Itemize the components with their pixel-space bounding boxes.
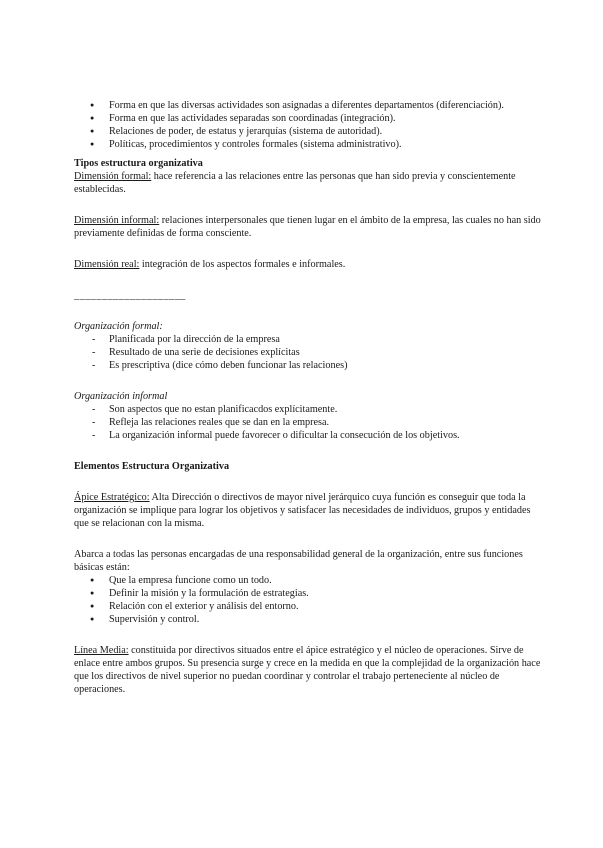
subheading-org-formal: Organización formal:	[74, 321, 163, 332]
subheading-org-informal: Organización informal	[74, 391, 168, 402]
list-item: ● Relación con el exterior y análisis del entorno.	[74, 600, 544, 613]
separator-line: ____________________	[74, 290, 186, 301]
document-body	[74, 99, 544, 696]
paragraph-dimension-formal: Dimensión formal: hace referencia a las relaciones entre las personas que han sido previa y conscientemente establecidas.	[74, 171, 516, 195]
paragraph-dimension-real: Dimensión real: integración de los aspectos formales e informales.	[74, 259, 346, 270]
list-item: - Son aspectos que no estan planificacdos explícitamente.	[74, 403, 544, 416]
list-item: - Es prescriptiva (dice cómo deben funcionar las relaciones)	[74, 359, 544, 372]
list-item: - Planificada por la dirección de la empresa	[74, 333, 544, 346]
paragraph-apice-estrategico: Ápice Estratégico: Alta Dirección o directivos de mayor nivel jerárquico cuya función es conseguir que toda la organización se implique para lograr los objetivos y satisfacer las necesidades de individuos, grupos y entidades que se relacionan con la misma.	[74, 492, 531, 529]
list-item: - Refleja las relaciones reales que se dan en la empresa.	[74, 416, 544, 429]
list-item: ● Definir la misión y la formulación de estrategias.	[74, 587, 544, 600]
org-formal-list	[74, 333, 544, 372]
term-linea-media: Línea Media:	[74, 645, 129, 656]
org-informal-list	[74, 403, 544, 442]
list-item: ● Supervisión y control.	[74, 613, 544, 626]
paragraph-linea-media: Línea Media: constituida por directivos situados entre el ápice estratégico y el núcleo de operaciones. Sirve de enlace entre ambos grupos. Su presencia surge y crece en la medida en que la complejidad de la organización hace que los directivos de nivel superior no puedan coordinar y controlar el trabajo perteneciente al núcleo de operaciones.	[74, 645, 541, 695]
term-dimension-informal: Dimensión informal:	[74, 215, 160, 226]
paragraph-dimension-informal: Dimensión informal: relaciones interpersonales que tienen lugar en el ámbito de la empresa, las cuales no han sido previamente definidas de forma consciente.	[74, 215, 541, 239]
funciones-bullet-list	[74, 574, 544, 626]
list-item: ● Políticas, procedimientos y controles formales (sistema administrativo).	[74, 138, 544, 151]
list-item: ● Relaciones de poder, de estatus y jerarquías (sistema de autoridad).	[74, 125, 544, 138]
section-heading-elementos: Elementos Estructura Organizativa	[74, 461, 230, 472]
term-dimension-real: Dimensión real:	[74, 259, 140, 270]
section-heading-tipos: Tipos estructura organizativa	[74, 158, 203, 169]
list-item: ● Forma en que las actividades separadas son coordinadas (integración).	[74, 112, 544, 125]
list-item: - La organización informal puede favorecer o dificultar la consecución de los objetivos.	[74, 429, 544, 442]
term-apice-estrategico: Ápice Estratégico:	[74, 492, 150, 503]
list-item: ● Que la empresa funcione como un todo.	[74, 574, 544, 587]
term-dimension-formal: Dimensión formal:	[74, 171, 152, 182]
paragraph-abarca: Abarca a todas las personas encargadas de una responsabilidad general de la organización, entre sus funciones básicas están:	[74, 549, 523, 573]
intro-bullet-list	[74, 99, 544, 151]
list-item: ● Forma en que las diversas actividades son asignadas a diferentes departamentos (diferenciación).	[74, 99, 544, 112]
list-item: - Resultado de una serie de decisiones explícitas	[74, 346, 544, 359]
